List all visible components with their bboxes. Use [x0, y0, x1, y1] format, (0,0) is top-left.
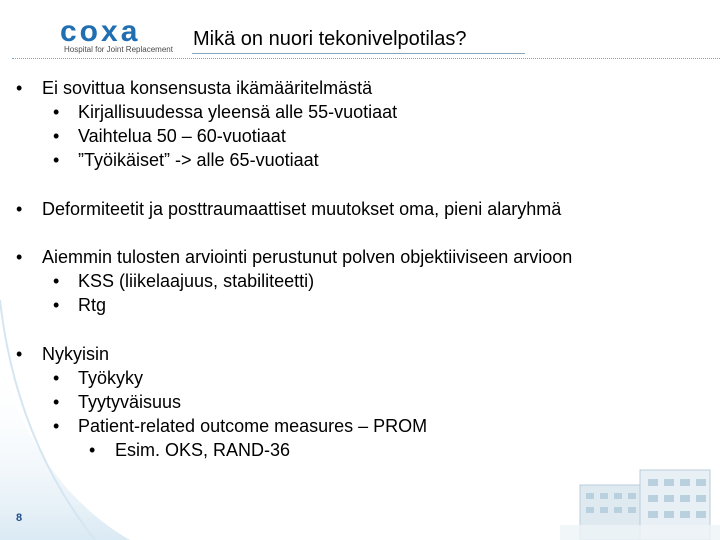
bullet-icon: • — [53, 295, 60, 315]
bullet-icon: • — [53, 416, 60, 436]
list-item-text: Työkyky — [78, 368, 144, 388]
bullet-icon: • — [53, 368, 60, 388]
list-item-text: Tyytyväisuus — [78, 392, 182, 412]
logo-wordmark: coxa — [60, 15, 141, 48]
list-item-text: Rtg — [78, 295, 107, 315]
bullet-icon: • — [16, 344, 23, 364]
bullet-icon: • — [53, 271, 60, 291]
list-item-text: ”Työikäiset” -> alle 65-vuotiaat — [78, 150, 319, 170]
bullet-icon: • — [16, 247, 23, 267]
list-item-text: Nykyisin — [42, 344, 110, 364]
bullet-icon: • — [53, 102, 60, 122]
list-item-text: KSS (liikelaajuus, stabiliteetti) — [78, 271, 315, 291]
list-item-text: Patient-related outcome measures – PROM — [78, 416, 428, 436]
list-item-text: Esim. OKS, RAND-36 — [115, 440, 291, 460]
bullet-icon: • — [53, 126, 60, 146]
hospital-building-image — [560, 455, 720, 540]
list-item-text: Aiemmin tulosten arviointi perustunut polven objektiiviseen arvioon — [42, 247, 573, 267]
bullet-icon: • — [16, 199, 23, 219]
list-item-text: Vaihtelua 50 – 60-vuotiaat — [78, 126, 286, 146]
bullet-icon: • — [89, 440, 96, 460]
slide-title: Mikä on nuori tekonivelpotilas? — [193, 28, 467, 50]
header-divider — [12, 58, 720, 59]
bullet-icon: • — [53, 392, 60, 412]
page-number: 8 — [16, 512, 23, 524]
title-underline — [192, 53, 525, 54]
list-item-text: Deformiteetit ja posttraumaattiset muutokset oma, pieni alaryhmä — [42, 199, 562, 219]
logo-subtitle: Hospital for Joint Replacement — [64, 45, 173, 54]
list-item-text: Kirjallisuudessa yleensä alle 55-vuotiaat — [78, 102, 398, 122]
bullet-icon: • — [53, 150, 60, 170]
bullet-icon: • — [16, 78, 23, 98]
coxa-logo — [58, 16, 178, 60]
list-item-text: Ei sovittua konsensusta ikämääritelmästä — [42, 78, 373, 98]
